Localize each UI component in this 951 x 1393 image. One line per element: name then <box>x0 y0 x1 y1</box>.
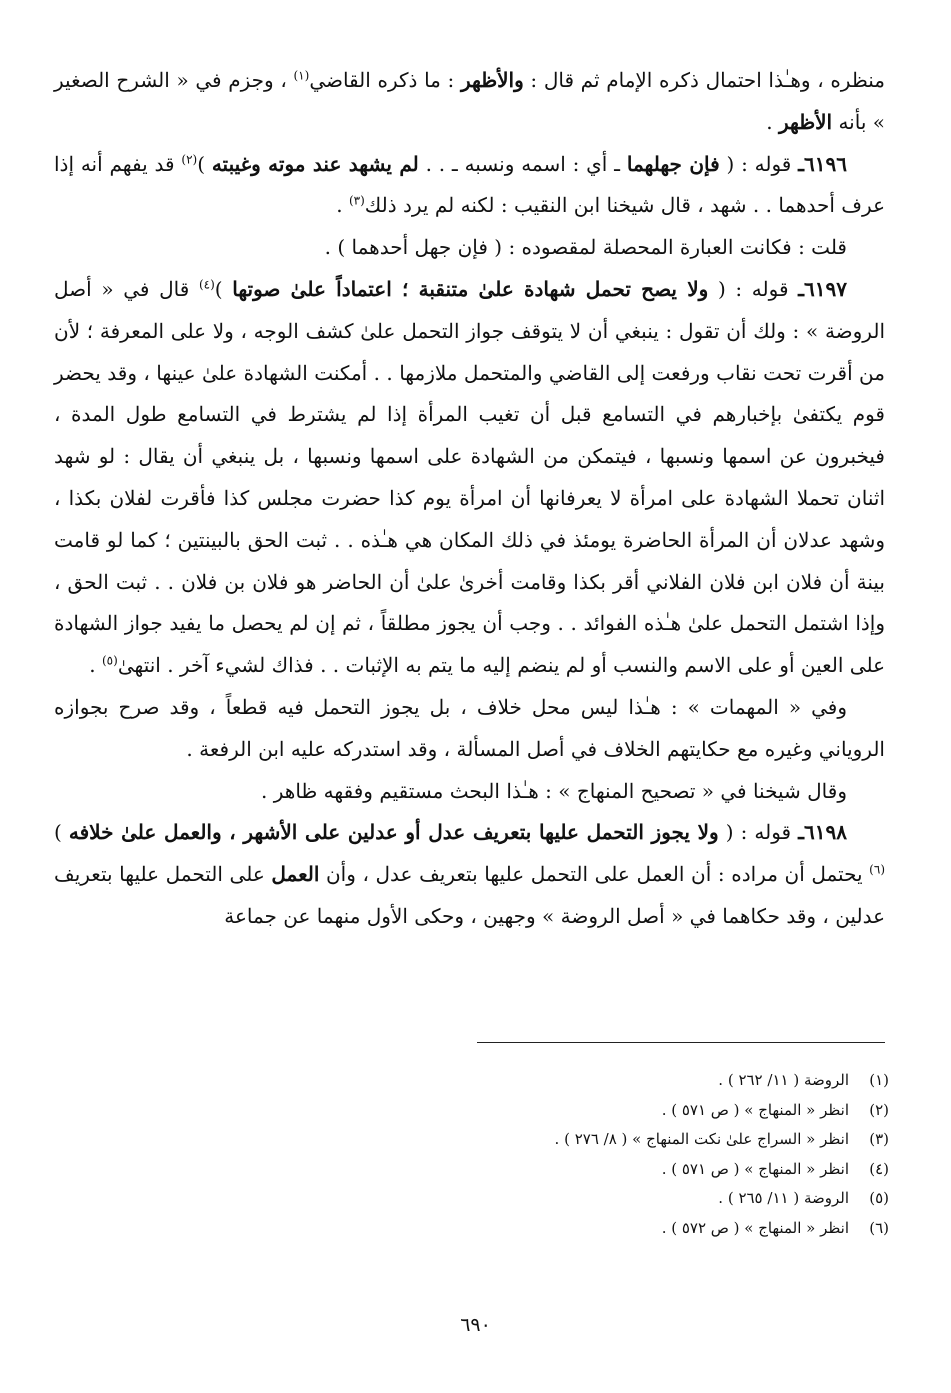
text-run: قلت : فكانت العبارة المحصلة لمقصوده : ( فإن جهل أحدهما ) . <box>324 235 847 260</box>
text-run: على التحمل عليها بتعريف عدلين ، وقد حكاهما في « أصل الروضة » وجهين ، وحكى الأول منهما عن جماعة <box>54 862 885 928</box>
footnote-ref: (٥) <box>101 653 118 668</box>
paragraph <box>54 227 885 269</box>
paragraph <box>54 812 885 937</box>
entry-number: ٦١٩٨ـ <box>798 820 847 845</box>
footnote-text: انظر « المنهاج » ( ص ٥٧١ ) . <box>661 1159 849 1178</box>
text-run: ـ أي : اسمه ونسبه ـ . . <box>418 151 627 176</box>
text-run: قد يفهم أنه إذا عرف أحدهما . . شهد ، قال شيخنا ابن النقيب : لكنه لم يرد ذلك <box>54 151 885 218</box>
footnote <box>69 1125 889 1155</box>
footnote-text: انظر « المنهاج » ( ص ٥٧١ ) . <box>661 1100 849 1119</box>
text-run: . <box>766 109 779 134</box>
text-run: منظره ، وهـٰذا احتمال ذكره الإمام ثم قال : <box>523 68 886 92</box>
footnote <box>69 1155 889 1185</box>
footnote-number: (٤) <box>869 1159 889 1178</box>
matn-quote: ولا يجوز التحمل عليها بتعريف عدل أو عدلين على الأشهر ، والعمل علىٰ خلافه <box>68 820 719 845</box>
footnote <box>69 1066 889 1096</box>
matn-quote: فإن جهلهما <box>626 151 720 176</box>
text-run: ، وجزم في « الشرح الصغير » بأنه <box>54 68 885 134</box>
footnote-ref: (٢) <box>181 151 198 166</box>
bold-term: العمل <box>271 862 320 887</box>
footnote-number: (١) <box>869 1071 889 1089</box>
text-run: . <box>89 653 102 678</box>
footnote-number: (٣) <box>869 1130 889 1149</box>
footnote <box>69 1184 889 1214</box>
paragraph <box>54 144 885 228</box>
paragraph <box>54 269 885 687</box>
text-run: ) <box>214 276 233 301</box>
footnote-number: (٢) <box>869 1100 889 1119</box>
text-run: ) <box>54 820 69 845</box>
text-run: : ما ذكره القاضي <box>309 68 461 92</box>
footnote-ref: (٤) <box>198 277 215 292</box>
footnote <box>69 1214 889 1244</box>
bold-term: والأظهر <box>460 68 524 92</box>
text-run: قوله : ( <box>719 151 799 176</box>
footnote-separator <box>477 1042 885 1043</box>
footnote-number: (٥) <box>869 1189 889 1208</box>
text-run: وقال شيخنا في « تصحيح المنهاج » : هـٰذا البحث مستقيم وفقهه ظاهر . <box>261 778 847 803</box>
footnote-ref: (٦) <box>869 862 885 877</box>
paragraph <box>54 687 885 771</box>
footnote-number: (٦) <box>869 1218 889 1237</box>
footnote <box>69 1096 889 1126</box>
footnote-text: الروضة ( ١١/ ٢٦٥ ) . <box>718 1189 849 1208</box>
text-run: . <box>336 193 349 218</box>
footnote-text: الروضة ( ١١/ ٢٦٢ ) . <box>718 1071 849 1089</box>
text-run: ) <box>197 151 212 176</box>
text-run: قوله : ( <box>708 276 799 301</box>
text-run: يحتمل أن مراده : أن العمل على التحمل عليها بتعريف عدل ، وأن <box>319 862 870 887</box>
text-run: قال في « أصل الروضة » : ولك أن تقول : ينبغي أن لا يتوقف جواز التحمل علىٰ كشف الوجه ، ولا على المعرفة ؛ لأن من أقرت تحت نقاب ورفعت إلى القاضي والمتحمل ملازمها . . أمكنت الشهادة علىٰ عينها ، وقد يحضر قوم يكتفىٰ بإخبارهم في التسامع قبل أن تغيب المرأة إذا لم يشترط في التسامع طول المدة ، فيخبرون عن اسمها ونسبها ، فيتمكن من الشهادة على اسمها ونسبها ، بل ينبغي أن يقال : لو شهد اثنان تحملا الشهادة على امرأة لا يعرفانها أن امرأة يوم كذا حضرت مجلس كذا فأقرت لفلان بكذا ، وشهد عدلان أن المرأة الحاضرة يومئذ في ذلك المكان هي هـٰذه . . ثبت الحق بالبينتين ؛ كما لو قامت بينة أن فلان ابن فلان الفلاني أقر بكذا وقامت أخرىٰ علىٰ أن الحاضر هو فلان بن فلان . . ثبت الحق ، وإذا اشتمل التحمل علىٰ هـٰذه الفوائد . . وجب أن يجوز مطلقاً ، ثم إن لم يحصل ما يفيد جواز الشهادة على العين أو على الاسم والنسب أو لم ينضم إليه ما يتم به الإثبات . . فذاك لشيء آخر . انتهىٰ <box>54 276 885 678</box>
main-text <box>54 60 885 938</box>
footnote-ref: (١) <box>293 68 310 83</box>
paragraph <box>54 60 885 144</box>
text-run: قوله : ( <box>718 820 799 845</box>
text-run: وفي « المهمات » : هـٰذا ليس محل خلاف ، بل يجوز التحمل فيه قطعاً ، وقد صرح بجوازه الروياني وغيره مع حكايتهم الخلاف في أصل المسألة ، وقد استدركه عليه ابن الرفعة . <box>54 694 885 761</box>
entry-number: ٦١٩٧ـ <box>798 276 847 301</box>
footnote-text: انظر « السراج علىٰ نكت المنهاج » ( ٨/ ٢٧٦ ) . <box>554 1130 849 1149</box>
matn-quote: لم يشهد عند موته وغيبته <box>211 151 419 176</box>
page-number: ٦٩٠ <box>460 1314 491 1336</box>
footnotes <box>69 1066 889 1244</box>
entry-number: ٦١٩٦ـ <box>798 151 847 176</box>
footnote-ref: (٣) <box>348 193 365 208</box>
matn-quote: ولا يصح تحمل شهادة علىٰ متنقبة ؛ اعتماداً علىٰ صوتها <box>232 276 709 301</box>
footnote-text: انظر « المنهاج » ( ص ٥٧٢ ) . <box>661 1218 849 1237</box>
bold-term: الأظهر <box>778 109 833 134</box>
paragraph <box>54 771 885 813</box>
